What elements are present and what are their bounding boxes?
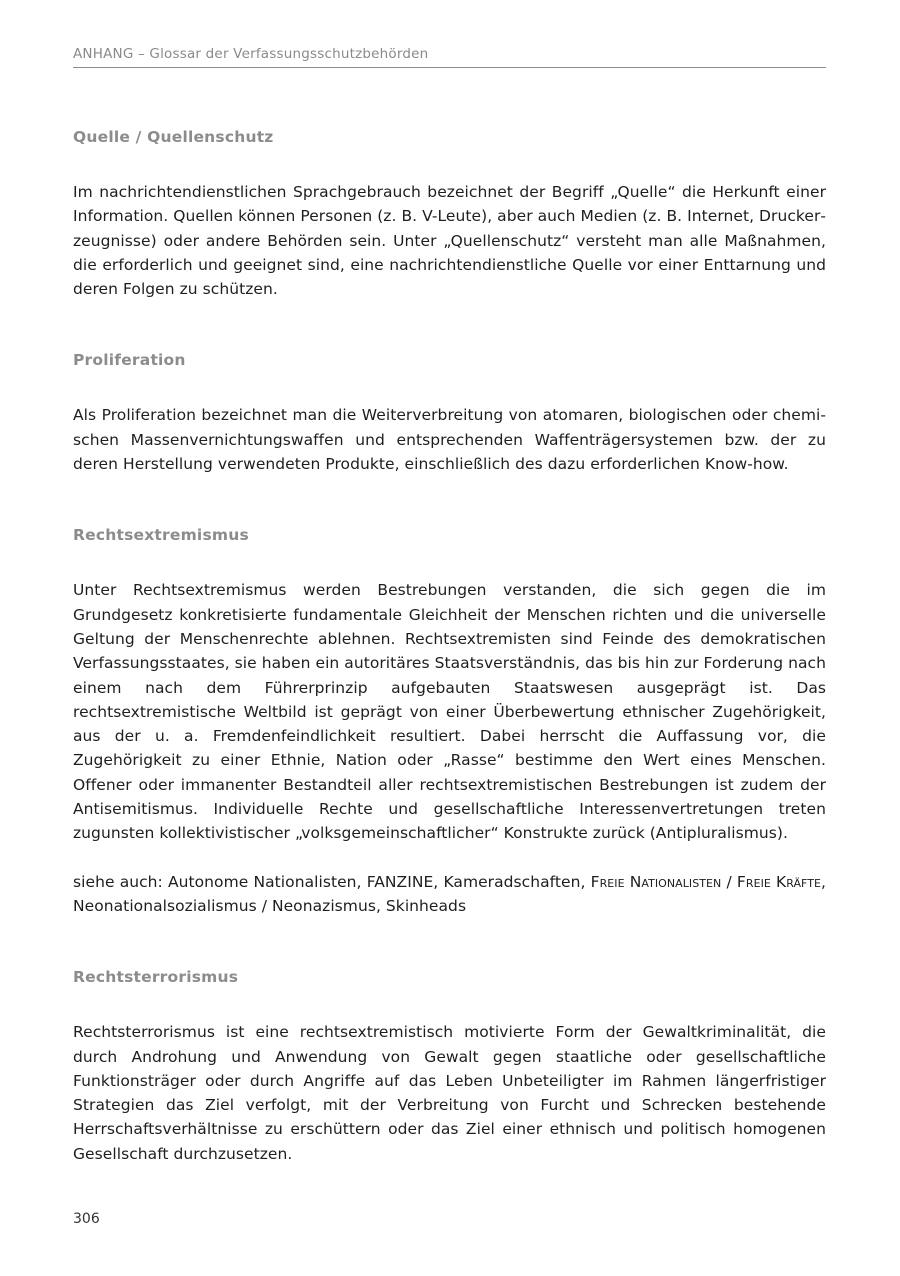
see-also-term-freie-nationalisten: Freie Nationalisten [590,872,722,891]
running-header [73,44,826,68]
section-paragraph: Unter Rechtsextremismus werden Bestrebungen verstanden, die sich gegen die im Grundgesetz konkretisierte fundamentale Gleichheit der Menschen richten und die universelle Geltung der Menschenrechte ablehnen. Rechtsextremisten sind Feinde des demokratischen Verfassungsstaates, sie haben ein autoritäres Staatsverständnis, das bis hin zur Forderung nach einem nach dem Führerprinzip aufgebauten Staatswesen ausgeprägt ist. Das rechtsextremistische Weltbild ist geprägt von einer Überbewertung ethnischer Zugehörigkeit, aus der u. a. Fremdenfeindlichkeit resultiert. Dabei herrscht die Auffassung vor, die Zugehörigkeit zu einer Ethnie, Nation oder „Rasse“ bestimme den Wert eines Menschen. Offener oder immanenter Bestandteil aller rechtsextremistischen Bestrebungen ist zudem der Antisemitismus. Individuelle Rechte und gesellschaftliche Interessenvertretungen treten zugunsten kollektivistischer „volksgemeinschaftlicher“ Konstrukte zurück (Antipluralismus). [73,581,826,843]
running-title: ANHANG – Glossar der Verfassungsschutzbehörden [73,46,429,62]
section-paragraph: Als Proliferation bezeichnet man die Weiterverbreitung von atomaren, biologischen oder chemischen Massenvernichtungswaffen und entsprechenden Waffenträgersystemen bzw. der zu deren Herstellung verwendeten Produkte, einschließlich des dazu erforderlichen Know-how. [73,406,826,474]
see-also-suffix: , Neonationalsozialismus / Neonazismus, Skinheads [73,872,826,915]
section-rechtsterrorismus [73,964,826,1166]
see-also-prefix: siehe auch: Autonome Nationalisten, FANZINE, Kameradschaften, [73,872,591,891]
section-title: Rechtsterrorismus [73,968,239,987]
section-title: Rechtsextremismus [73,526,249,545]
section-quelle [73,124,826,301]
see-also-term-freie-kraefte: Freie Kräfte [736,872,822,891]
page-number: 306 [73,1211,100,1227]
section-title: Proliferation [73,351,186,370]
see-also-line [73,870,826,919]
glossary-content [73,124,826,1166]
section-paragraph: Rechtsterrorismus ist eine rechtsextremistisch motivierte Form der Gewaltkriminalität, die durch Androhung und Anwendung von Gewalt gegen staatliche oder gesellschaftliche Funktionsträger oder durch Angriffe auf das Leben Unbeteiligter im Rahmen längerfristiger Strategien das Ziel verfolgt, mit der Verbreitung von Furcht und Schrecken bestehende Herrschaftsverhältnisse zu erschüttern oder das Ziel einer ethnisch und politisch homogenen Gesellschaft durchzusetzen. [73,1023,826,1163]
section-paragraph: Im nachrichtendienstlichen Sprachgebrauch bezeichnet der Begriff „Quelle“ die Herkunft einer Information. Quellen können Personen (z. B. V-Leute), aber auch Medien (z. B. Internet, Druckerzeugnisse) oder andere Behörden sein. Unter „Quellenschutz“ versteht man alle Maßnahmen, die erforderlich und geeignet sind, eine nachrichtendienstliche Quelle vor einer Enttarnung und deren Folgen zu schützen. [73,183,826,299]
section-title: Quelle / Quellenschutz [73,128,274,146]
see-also-separator: / [721,872,737,891]
section-proliferation [73,347,826,476]
section-rechtsextremismus [73,522,826,918]
